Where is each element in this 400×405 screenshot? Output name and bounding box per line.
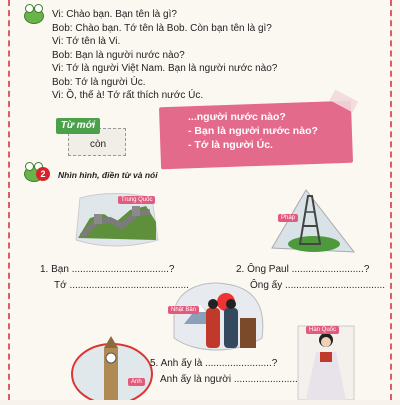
grammar-line: ...người nước nào? <box>188 111 286 123</box>
country-tag-uk: Anh <box>128 378 145 386</box>
dialog-line: Vi: Tớ là người Việt Nam. Bạn là người nước nào? <box>52 63 278 74</box>
country-tag-china: Trung Quốc <box>118 196 155 204</box>
new-word-label: Từ mới <box>56 118 100 134</box>
exercise-number: 2 <box>36 167 50 181</box>
question-2-line-1: 2. Ông Paul ..........................? <box>236 264 370 275</box>
eiffel-tower-picture <box>262 186 360 256</box>
country-tag-korea: Hàn Quốc <box>306 326 339 334</box>
exercise-title: Nhìn hình, điền từ và nói <box>58 170 158 180</box>
grammar-card-text <box>188 110 318 152</box>
question-1-line-1: 1. Bạn ...................................? <box>40 264 175 275</box>
big-ben-picture <box>68 334 154 400</box>
dialog-line: Bob: Bạn là người nước nào? <box>52 49 185 61</box>
japan-picture <box>166 278 268 354</box>
question-5-line-1: 5. Anh ấy là ........................? <box>150 358 278 369</box>
dialog-line: Vi: Tớ tên là Vi. <box>52 36 121 47</box>
dialog-line: Bob: Chào bạn. Tớ tên là Bob. Còn bạn tên là gì? <box>52 22 272 34</box>
dialog-line: Vi: Ồ, thế à! Tớ rất thích nước Úc. <box>52 90 204 101</box>
question-5-line-2: Anh ấy là người ....................... <box>160 374 298 385</box>
question-2-line-2: Ông ấy .................................... <box>250 280 386 291</box>
grammar-line: - Bạn là người nước nào? <box>188 125 318 137</box>
dialog-line: Vi: Chào bạn. Bạn tên là gì? <box>52 9 177 20</box>
dialog-text <box>52 8 277 103</box>
question-1-line-2: Tớ ........................................... <box>54 280 189 291</box>
frog-mascot-icon <box>22 2 44 24</box>
country-tag-france: Pháp <box>278 214 298 222</box>
country-tag-japan: Nhật Bản <box>168 306 199 314</box>
new-word: còn <box>90 139 107 150</box>
dialog-line: Bob: Tớ là người Úc. <box>52 76 146 88</box>
grammar-line: - Tớ là người Úc. <box>188 139 273 151</box>
